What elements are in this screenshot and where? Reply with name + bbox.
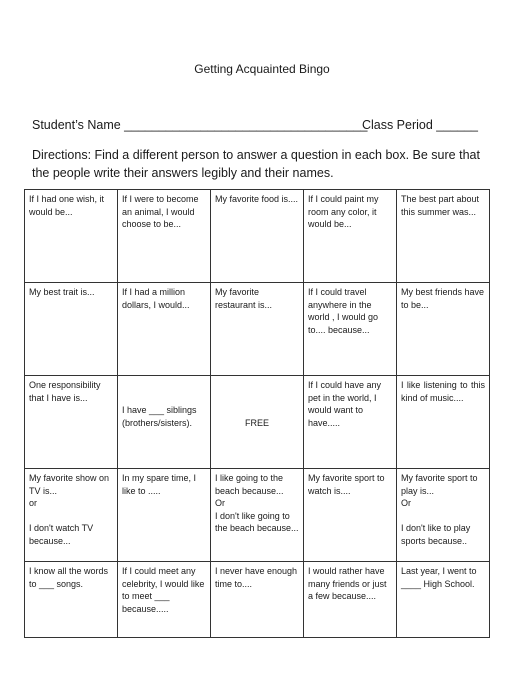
bingo-cell[interactable]: In my spare time, I like to ..... xyxy=(118,469,211,562)
bingo-cell[interactable]: I know all the words to ___ songs. xyxy=(25,562,118,638)
bingo-cell[interactable]: If I could have any pet in the world, I would want to have..... xyxy=(304,376,397,469)
bingo-cell[interactable]: One responsibility that I have is... xyxy=(25,376,118,469)
bingo-cell[interactable]: If I had a million dollars, I would... xyxy=(118,283,211,376)
bingo-cell[interactable]: If I could paint my room any color, it would be... xyxy=(304,190,397,283)
directions-text: Directions: Find a different person to answer a question in each box. Be sure that the people write their answers legibly and their names. xyxy=(32,148,480,180)
bingo-cell[interactable]: My favorite sport to play is... Or I don't like to play sports because.. xyxy=(397,469,490,562)
bingo-cell[interactable]: If I could travel anywhere in the world , I would go to.... because... xyxy=(304,283,397,376)
bingo-cell[interactable]: I like going to the beach because... Or I don't like going to the beach because... xyxy=(211,469,304,562)
page-title: Getting Acquainted Bingo xyxy=(194,62,330,76)
bingo-row xyxy=(25,190,490,283)
bingo-cell[interactable]: If I had one wish, it would be... xyxy=(25,190,118,283)
student-name-field[interactable]: Student’s Name ___________________________________ xyxy=(32,118,368,132)
bingo-cell[interactable]: My favorite restaurant is... xyxy=(211,283,304,376)
bingo-cell[interactable]: My best trait is... xyxy=(25,283,118,376)
bingo-cell[interactable]: Last year, I went to ____ High School. xyxy=(397,562,490,638)
name-line xyxy=(32,118,482,132)
bingo-cell[interactable]: My favorite food is.... xyxy=(211,190,304,283)
bingo-row xyxy=(25,376,490,469)
bingo-cell[interactable]: I have ___ siblings (brothers/sisters). xyxy=(118,376,211,469)
bingo-cell[interactable]: If I were to become an animal, I would choose to be... xyxy=(118,190,211,283)
bingo-cell[interactable]: My favorite show on TV is... or I don't watch TV because... xyxy=(25,469,118,562)
bingo-cell[interactable]: I like listening to this kind of music.... xyxy=(397,376,490,469)
bingo-cell[interactable]: If I could meet any celebrity, I would like to meet ___ because..... xyxy=(118,562,211,638)
bingo-cell[interactable]: I would rather have many friends or just a few because.... xyxy=(304,562,397,638)
bingo-cell[interactable]: My best friends have to be... xyxy=(397,283,490,376)
bingo-cell[interactable]: The best part about this summer was... xyxy=(397,190,490,283)
bingo-cell[interactable]: I never have enough time to.... xyxy=(211,562,304,638)
class-period-field[interactable]: Class Period ______ xyxy=(361,118,478,132)
free-cell[interactable]: FREE xyxy=(211,376,304,469)
bingo-row xyxy=(25,469,490,562)
bingo-row xyxy=(25,283,490,376)
bingo-row xyxy=(25,562,490,638)
bingo-grid xyxy=(24,189,490,638)
bingo-cell[interactable]: My favorite sport to watch is.... xyxy=(304,469,397,562)
